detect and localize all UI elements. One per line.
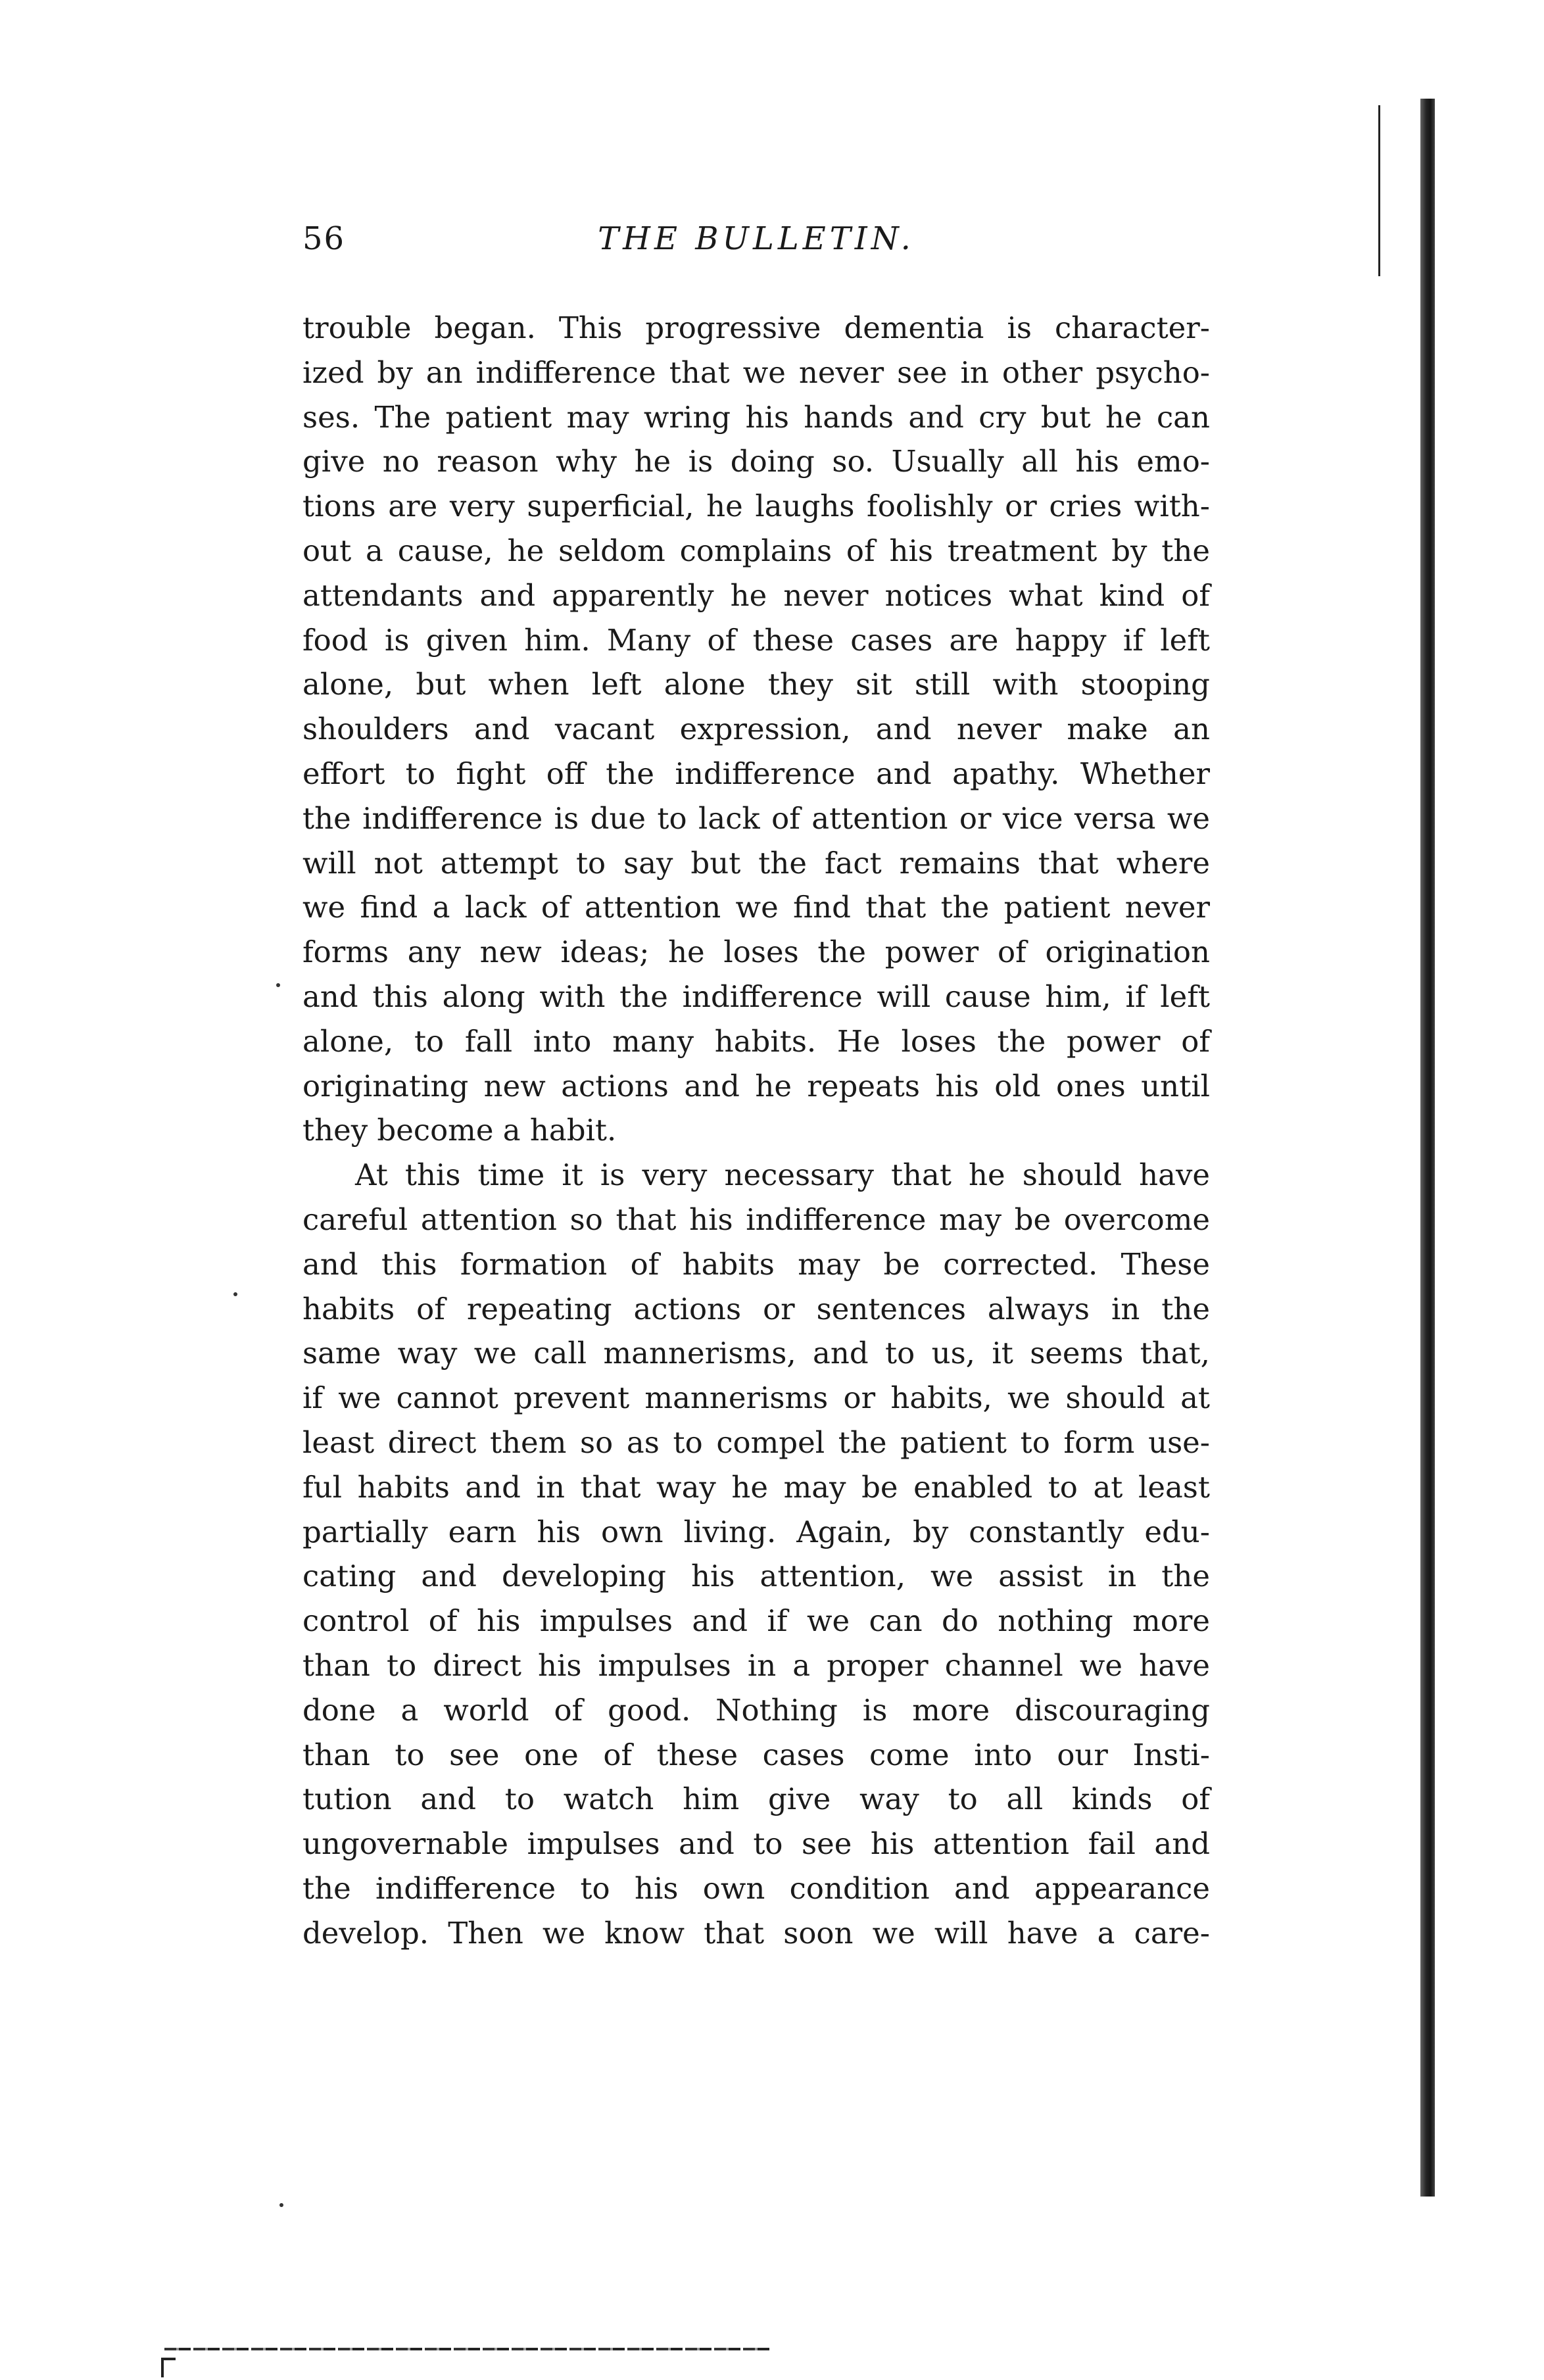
- text-line: At this time it is very necessary that he should have: [355, 1157, 1210, 1193]
- text-line: develop. Then we know that soon we will have a care-: [302, 1915, 1210, 1951]
- text-line: done a world of good. Nothing is more discouraging: [302, 1692, 1210, 1728]
- running-title: THE BULLETIN.: [598, 220, 915, 257]
- text-line: careful attention so that his indifference may be overcome: [302, 1202, 1210, 1237]
- text-line: we find a lack of attention we find that the patient never: [302, 890, 1210, 925]
- text-line: forms any new ideas; he loses the power of origination: [302, 935, 1210, 970]
- text-line: partially earn his own living. Again, by constantly edu-: [302, 1514, 1210, 1549]
- body-text: [302, 306, 1210, 1955]
- text-line: will not attempt to say but the fact remains that where: [302, 845, 1210, 881]
- text-line: alone, but when left alone they sit still with stooping: [302, 667, 1210, 702]
- text-line: they become a habit.: [302, 1113, 617, 1148]
- text-line: give no reason why he is doing so. Usually all his emo-: [302, 444, 1210, 479]
- page-header: [302, 220, 1210, 266]
- text-line: control of his impulses and if we can do nothing more: [302, 1603, 1210, 1639]
- page-number: 56: [302, 220, 346, 257]
- page-edge-shadow: [1420, 99, 1435, 2197]
- text-line: out a cause, he seldom complains of his treatment by the: [302, 533, 1210, 568]
- text-line: tution and to watch him give way to all kinds of: [302, 1782, 1210, 1817]
- text-line: ses. The patient may wring his hands and cry but he can: [302, 399, 1210, 435]
- scan-corner-mark: [161, 2358, 176, 2377]
- text-line: effort to fight off the indifference and apathy. Whether: [302, 756, 1210, 791]
- scan-speck: [279, 2203, 283, 2207]
- text-line: least direct them so as to compel the patient to form use-: [302, 1424, 1210, 1460]
- text-line: the indifference to his own condition and appearance: [302, 1870, 1210, 1906]
- scan-speck: [233, 1292, 237, 1296]
- text-line: than to see one of these cases come into our Insti-: [302, 1737, 1210, 1772]
- text-line: the indifference is due to lack of attention or vice versa we: [302, 800, 1210, 836]
- text-line: and this formation of habits may be corrected. These: [302, 1246, 1210, 1282]
- scan-bottom-rule: [164, 2348, 769, 2350]
- page-edge-line: [1378, 105, 1380, 276]
- text-line: tions are very superficial, he laughs foolishly or cries with-: [302, 489, 1210, 524]
- text-line: ful habits and in that way he may be enabled to at least: [302, 1469, 1210, 1505]
- text-line: ized by an indifference that we never see in other psycho-: [302, 354, 1210, 390]
- text-line: ungovernable impulses and to see his attention fail and: [302, 1826, 1210, 1862]
- text-line: same way we call mannerisms, and to us, it seems that,: [302, 1336, 1210, 1371]
- scan-speck: [276, 983, 280, 987]
- text-line: attendants and apparently he never notices what kind of: [302, 577, 1210, 613]
- text-line: trouble began. This progressive dementia is character-: [302, 310, 1210, 345]
- text-line: originating new actions and he repeats his old ones until: [302, 1068, 1210, 1104]
- text-line: shoulders and vacant expression, and never make an: [302, 712, 1210, 747]
- text-line: habits of repeating actions or sentences always in the: [302, 1291, 1210, 1326]
- text-line: alone, to fall into many habits. He loses the power of: [302, 1023, 1210, 1059]
- text-line: than to direct his impulses in a proper channel we have: [302, 1647, 1210, 1683]
- text-line: and this along with the indifference will cause him, if left: [302, 979, 1210, 1014]
- text-line: if we cannot prevent mannerisms or habits, we should at: [302, 1380, 1210, 1416]
- text-line: food is given him. Many of these cases are happy if left: [302, 622, 1210, 658]
- text-line: cating and developing his attention, we assist in the: [302, 1559, 1210, 1594]
